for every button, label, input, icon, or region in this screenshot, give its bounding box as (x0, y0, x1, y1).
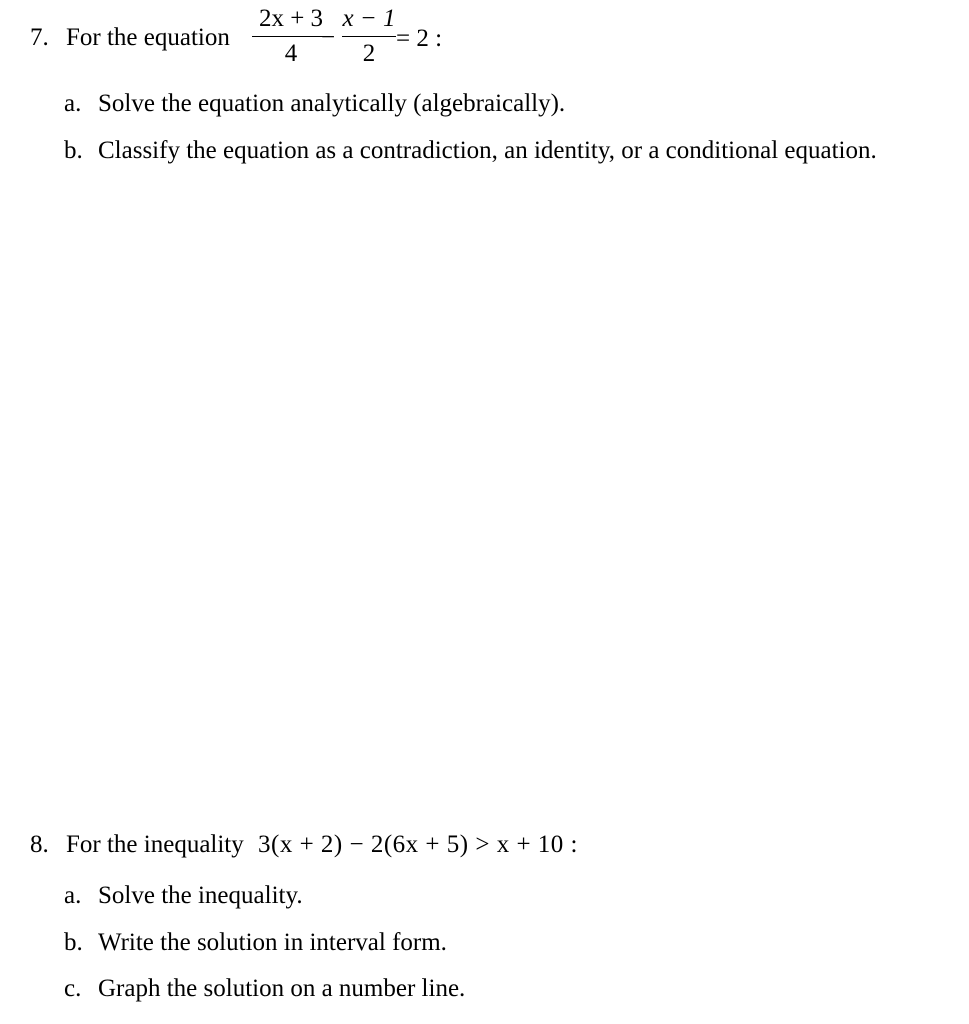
part-text: Solve the equation analytically (algebraically). (98, 90, 566, 117)
part-letter: a. (64, 90, 82, 117)
problem-7-lead: For the equation (66, 24, 230, 51)
part-letter: b. (64, 929, 83, 956)
fraction-1-denominator: 4 (284, 40, 298, 67)
fraction-1-numerator: 2x + 3 (258, 5, 324, 32)
equation-rhs: = 2 : (396, 25, 443, 52)
fraction-2-bar (342, 36, 396, 37)
problem-8-lead: For the inequality (66, 831, 244, 858)
fraction-1 (252, 4, 330, 69)
fraction-2-denominator: 2 (362, 40, 376, 67)
part-text: Write the solution in interval form. (98, 929, 447, 956)
part-text: Graph the solution on a number line. (98, 975, 466, 1002)
problem-8-heading (30, 830, 578, 860)
problem-8-part-c (64, 974, 465, 1004)
problem-8-inequality: 3(x + 2) − 2(6x + 5) > x + 10 : (258, 831, 578, 858)
fraction-2 (342, 4, 396, 69)
minus-sign: − (321, 24, 336, 51)
part-text: Classify the equation as a contradiction, an identity, or a conditional equation. (98, 137, 877, 164)
part-letter: b. (64, 137, 83, 164)
part-letter: a. (64, 882, 82, 909)
problem-8-part-a (64, 881, 303, 911)
problem-7-part-a (64, 89, 565, 119)
problem-7-number: 7. (30, 24, 49, 51)
problem-7-part-b (64, 136, 877, 166)
fraction-1-bar (252, 36, 330, 37)
problem-8-number: 8. (30, 831, 49, 858)
fraction-2-numerator: x − 1 (342, 5, 396, 32)
part-text: Solve the inequality. (98, 882, 303, 909)
part-letter: c. (64, 975, 82, 1002)
problem-8-part-b (64, 928, 447, 958)
problem-7-heading (30, 23, 230, 53)
